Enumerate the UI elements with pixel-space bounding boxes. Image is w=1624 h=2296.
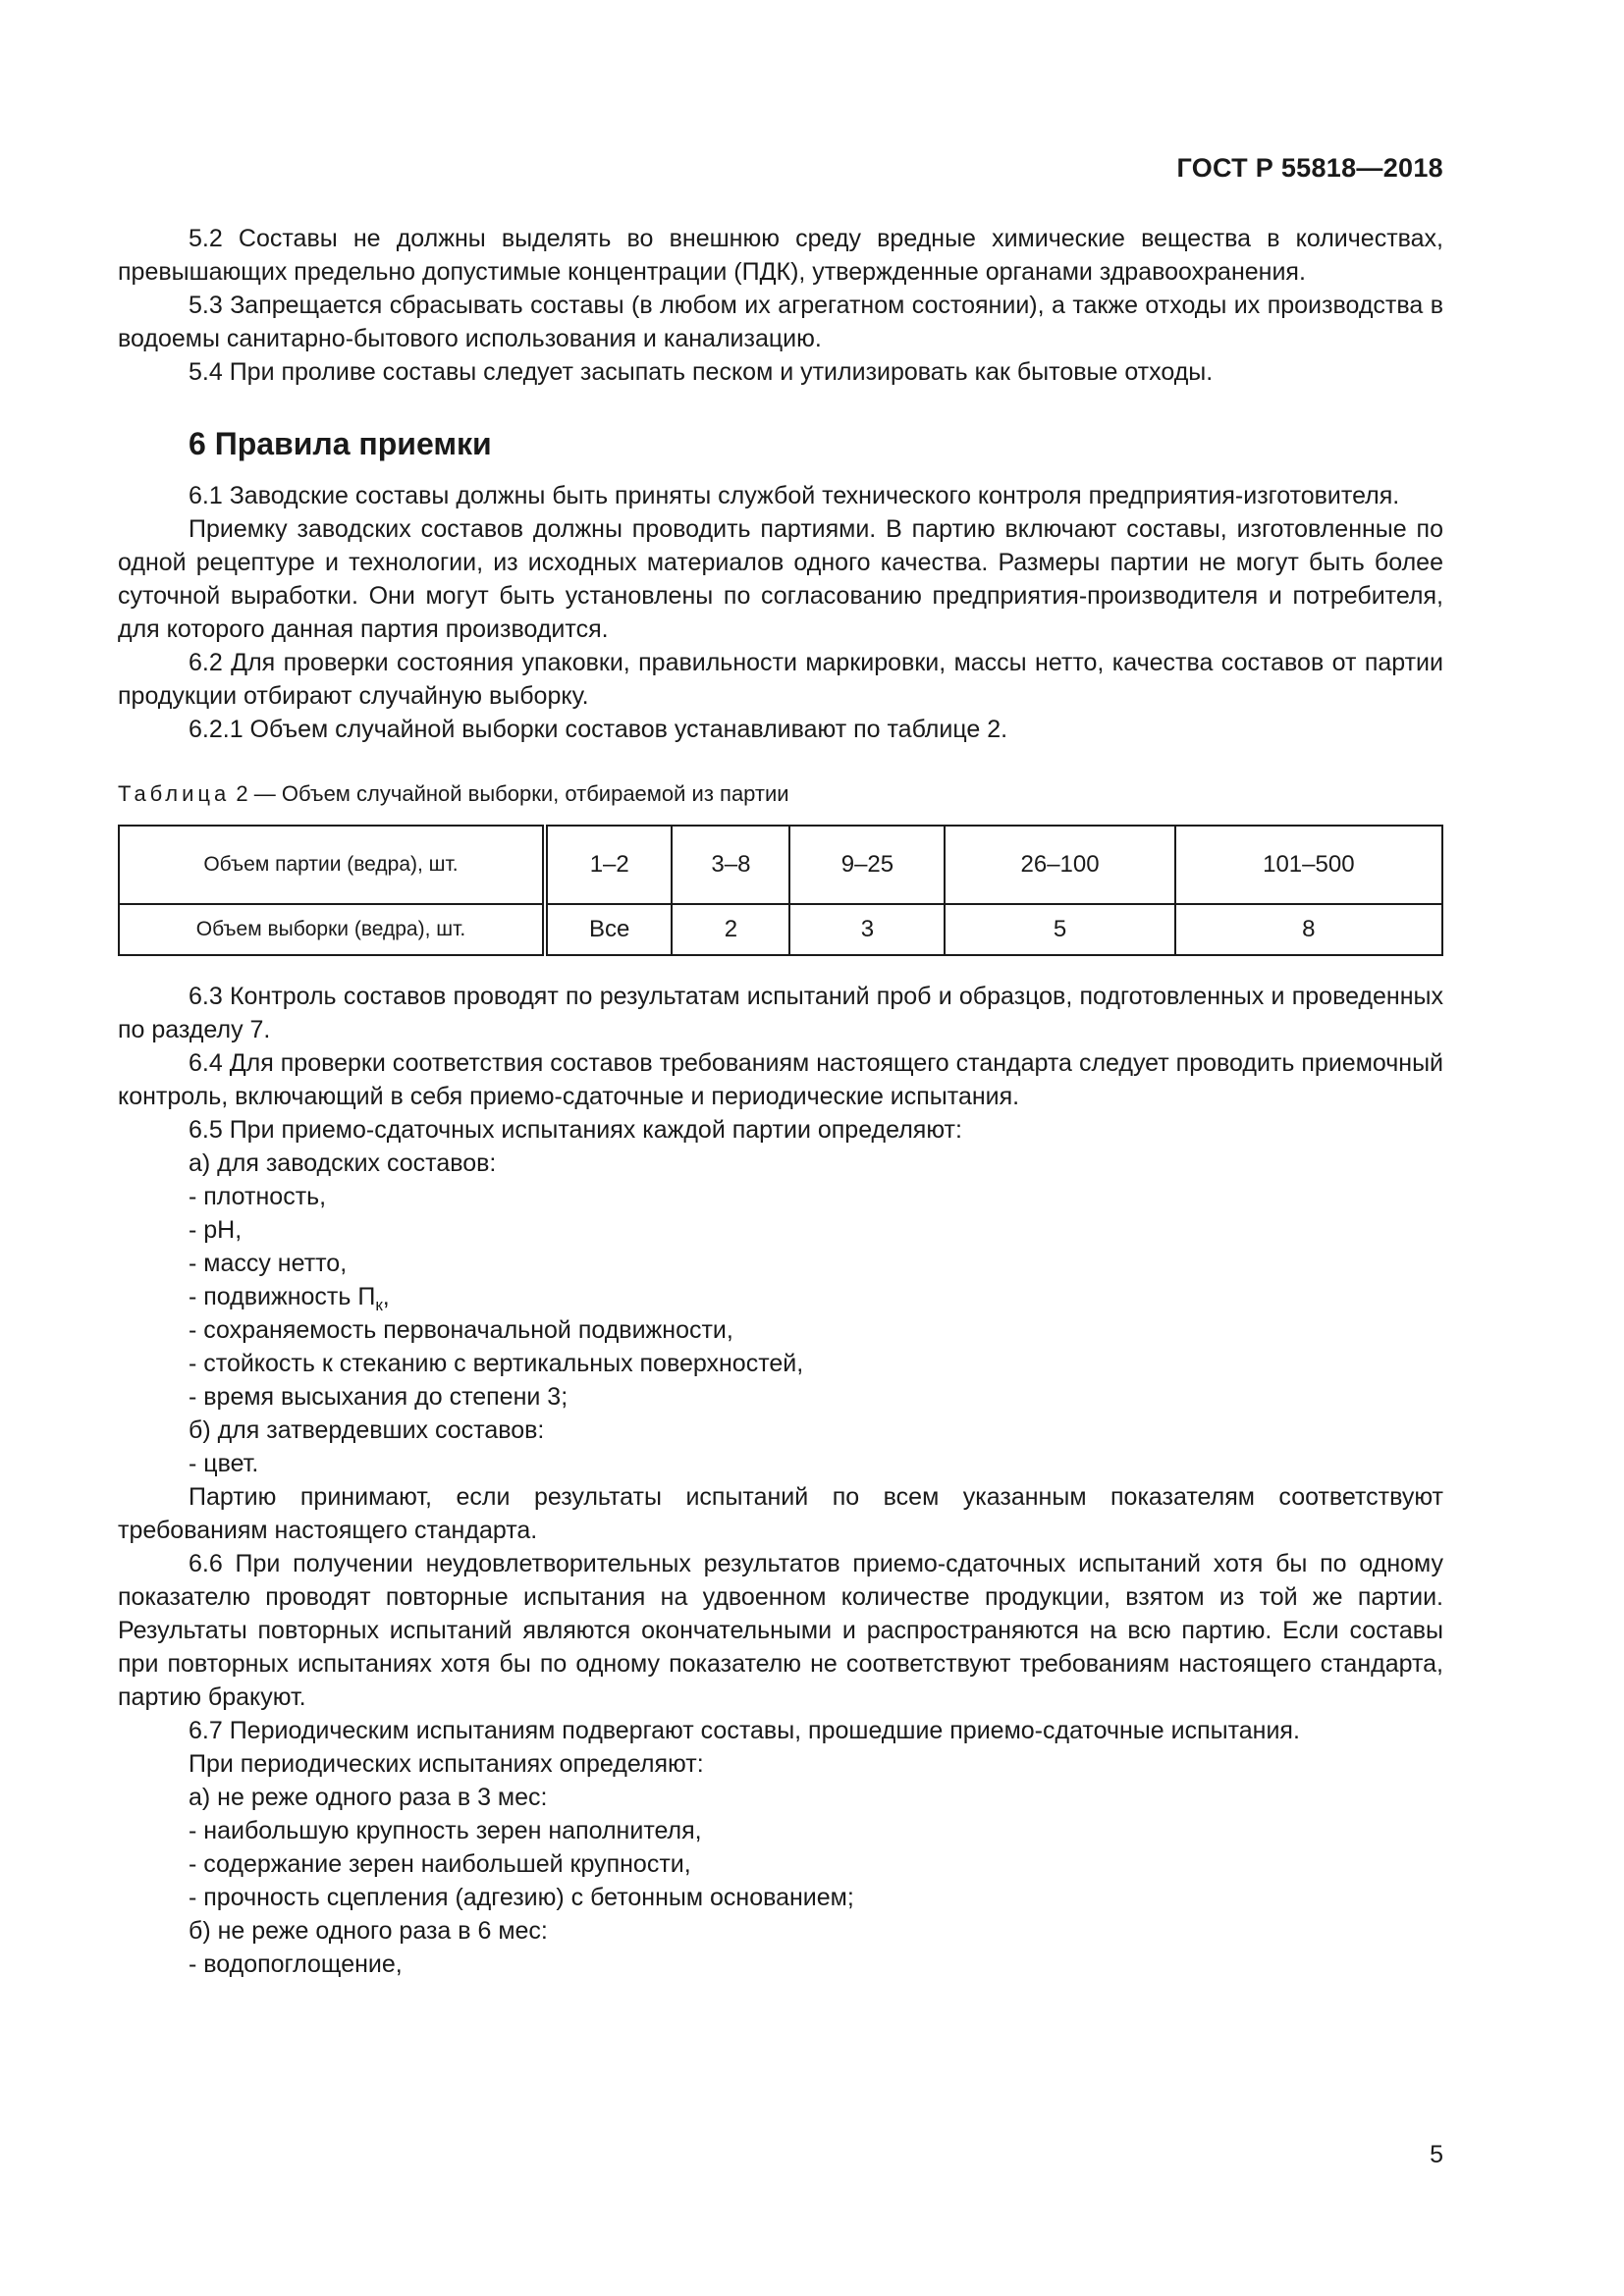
table-2 (118, 825, 1443, 956)
table-cell: 2 (672, 904, 789, 955)
paragraph-6-2-1: 6.2.1 Объем случайной выборки составов устанавливают по таблице 2. (189, 716, 1008, 743)
table-row-label: Объем выборки (ведра), шт. (119, 904, 545, 955)
paragraph-6-7: 6.7 Периодическим испытаниям подвергают составы, прошедшие приемо-сдаточные испытания. (189, 1717, 1300, 1744)
page-number: 5 (1430, 2141, 1443, 2168)
list-item: - pH, (189, 1216, 243, 1244)
paragraph-6-3: 6.3 Контроль составов проводят по результатам испытаний проб и образцов, подготовленных и проведенных по разделу 7. (118, 983, 1443, 1043)
table-cell: 101–500 (1175, 826, 1442, 904)
list-item: - массу нетто, (189, 1250, 348, 1277)
paragraph-6-1: 6.1 Заводские составы должны быть приняты службой технического контроля предприятия-изготовителя. (189, 482, 1400, 509)
mobility-subscript: к (375, 1296, 383, 1314)
list-item-mobility (118, 1280, 1443, 1313)
table-row-label: Объем партии (ведра), шт. (119, 826, 545, 904)
table-row (119, 904, 1442, 955)
list-heading-a: а) для заводских составов: (189, 1149, 497, 1177)
table-cell: 9–25 (789, 826, 945, 904)
paragraph-6-2: 6.2 Для проверки состояния упаковки, правильности маркировки, массы нетто, качества составов от партии продукции отбирают случайную выборку. (118, 649, 1443, 710)
list-item: - плотность, (189, 1183, 327, 1210)
section-6-title: 6 Правила приемки (189, 426, 492, 461)
page-content (118, 222, 1443, 1981)
table-cell: 1–2 (545, 826, 672, 904)
paragraph-6-4: 6.4 Для проверки соответствия составов требованиям настоящего стандарта следует проводить приемочный контроль, включающий в себя приемо-сдаточные и периодические испытания. (118, 1049, 1443, 1110)
table-cell: 5 (945, 904, 1174, 955)
table-row (119, 826, 1442, 904)
table-cell: 3–8 (672, 826, 789, 904)
paragraph-5-3: 5.3 Запрещается сбрасывать составы (в любом их агрегатном состоянии), а также отходы их производства в водоемы санитарно-бытового использования и канализацию. (118, 292, 1443, 352)
list-item: - сохраняемость первоначальной подвижности, (189, 1316, 733, 1344)
paragraph-5-2: 5.2 Составы не должны выделять во внешнюю среду вредные химические вещества в количествах, превышающих предельно допустимые концентрации (ПДК), утвержденные органами здравоохранения. (118, 225, 1443, 286)
table-cell: Все (545, 904, 672, 955)
table-cell: 3 (789, 904, 945, 955)
paragraph-acceptance: Партию принимают, если результаты испытаний по всем указанным показателям соответствуют требованиям настоящего стандарта. (118, 1483, 1443, 1544)
mobility-label: - подвижность П (189, 1283, 376, 1310)
paragraph-6-5: 6.5 При приемо-сдаточных испытаниях каждой партии определяют: (189, 1116, 962, 1144)
paragraph-5-4: 5.4 При проливе составы следует засыпать песком и утилизировать как бытовые отходы. (189, 358, 1214, 386)
table-2-caption (118, 779, 1443, 809)
list-item: - цвет. (189, 1450, 259, 1477)
list-heading-b: б) для затвердевших составов: (189, 1416, 545, 1444)
mobility-comma: , (382, 1283, 390, 1310)
list-item: - прочность сцепления (адгезию) с бетонным основанием; (189, 1884, 854, 1911)
list-item: - время высыхания до степени 3; (189, 1383, 568, 1411)
list-item: - водопоглощение, (189, 1950, 403, 1978)
paragraph-6-1-lots: Приемку заводских составов должны проводить партиями. В партию включают составы, изготовленные по одной рецептуре и технологии, из исходных материалов одного качества. Размеры партии не могут быть более суточной выработки. Они могут быть установлены по согласованию предприятия-производителя и потребителя, для которого данная партия производится. (118, 515, 1443, 643)
paragraph-6-7-intro: При периодических испытаниях определяют: (189, 1750, 704, 1778)
list-item: - стойкость к стеканию с вертикальных поверхностей, (189, 1350, 804, 1377)
list-item: - наибольшую крупность зерен наполнителя, (189, 1817, 702, 1844)
table-cell: 26–100 (945, 826, 1174, 904)
list-item: - содержание зерен наибольшей крупности, (189, 1850, 691, 1878)
list-heading-7a: а) не реже одного раза в 3 мес: (189, 1784, 548, 1811)
paragraph-6-6: 6.6 При получении неудовлетворительных результатов приемо-сдаточных испытаний хотя бы по одному показателю проводят повторные испытания на удвоенном количестве продукции, взятом из той же партии. Результаты повторных испытаний являются окончательными и распространяются на всю партию. Если составы при повторных испытаниях хотя бы по одному показателю не соответствуют требованиям настоящего стандарта, партию бракуют. (118, 1550, 1443, 1711)
table-caption-text: 2 — Объем случайной выборки, отбираемой из партии (230, 781, 789, 806)
table-caption-word: Таблица (118, 781, 231, 806)
table-cell: 8 (1175, 904, 1442, 955)
list-heading-7b: б) не реже одного раза в 6 мес: (189, 1917, 548, 1945)
standard-code-header: ГОСТ Р 55818—2018 (1176, 153, 1443, 183)
